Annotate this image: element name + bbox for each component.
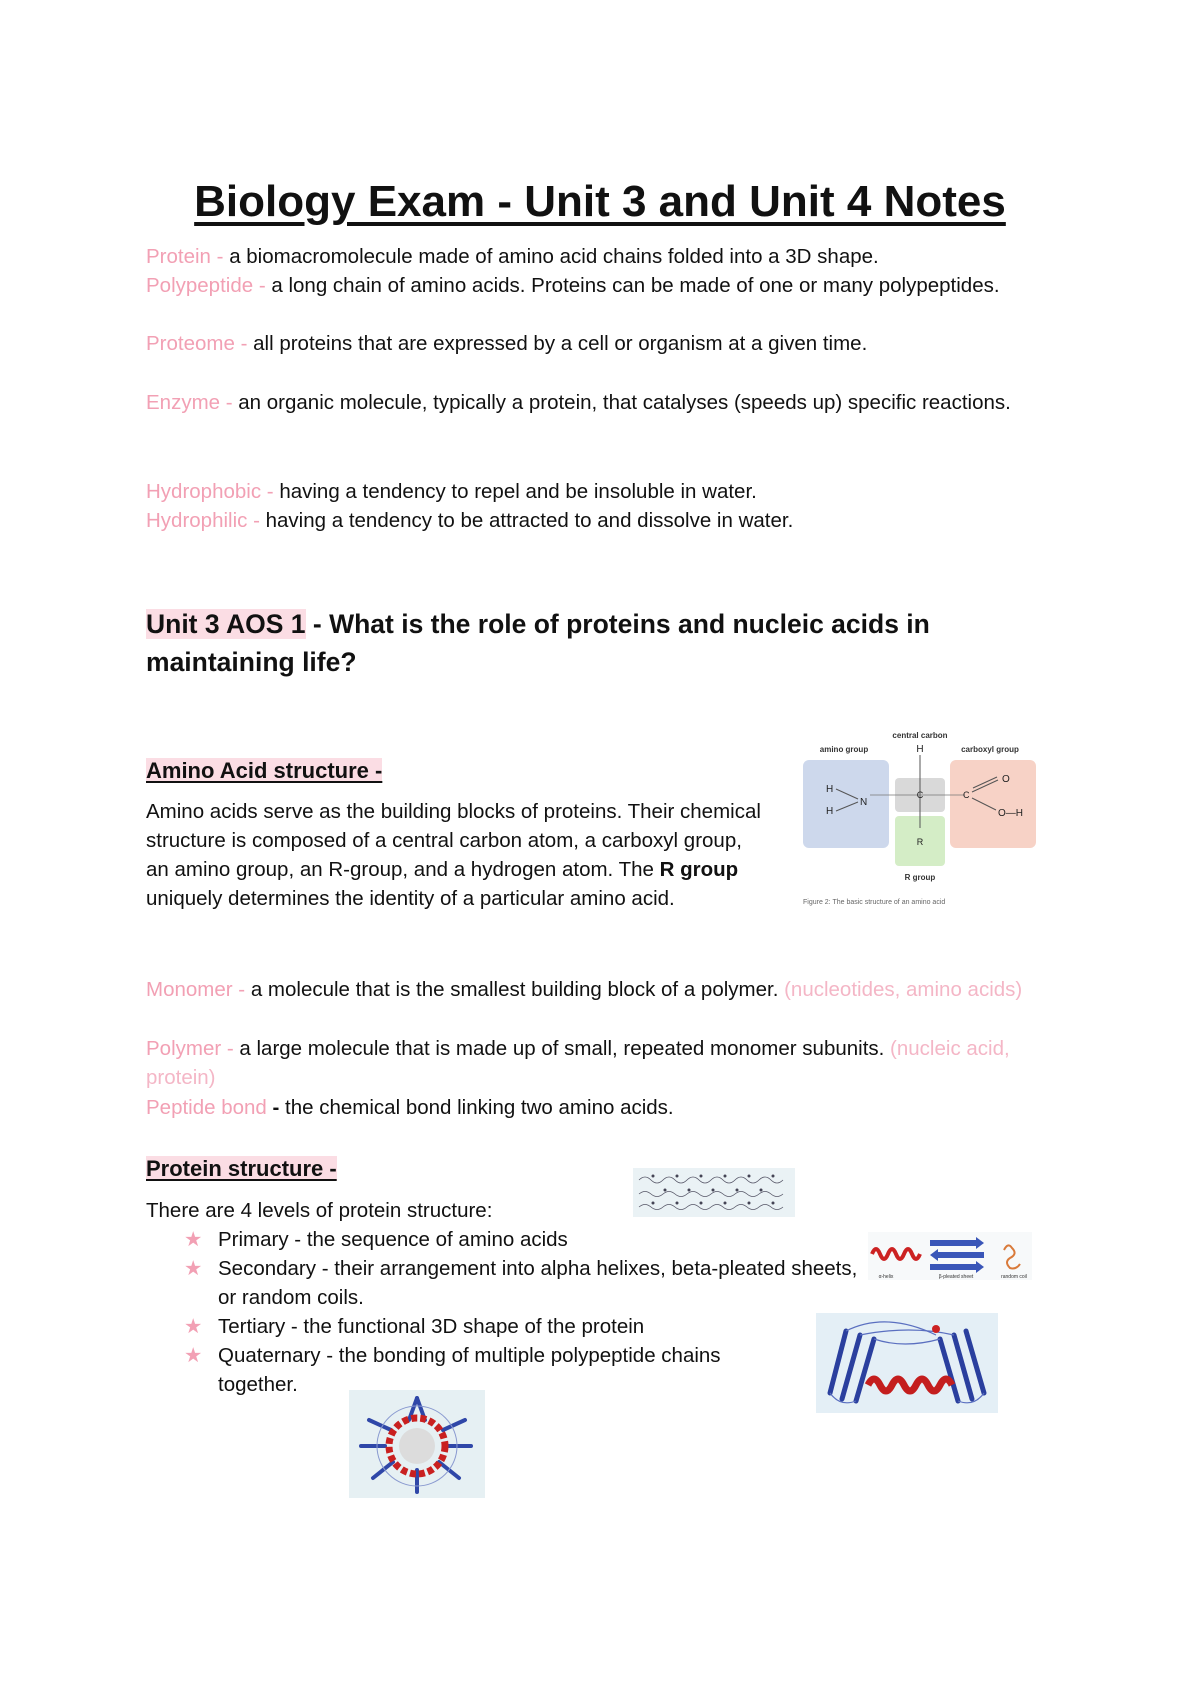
amino-group-label: amino group — [819, 745, 869, 754]
atom-o: O — [1002, 774, 1010, 785]
term-proteome: Proteome — [146, 332, 235, 355]
atom-c-central: C — [916, 790, 924, 800]
quaternary-structure-image — [349, 1390, 485, 1498]
term-polymer: Polymer — [146, 1037, 222, 1060]
definition-monomer: Monomer - a molecule that is the smallest building block of a polymer. (nucleotides, amino acids) — [146, 978, 1023, 1001]
beta-sheet-label: β-pleated sheet — [938, 1274, 974, 1280]
alpha-helix-shape — [872, 1249, 920, 1259]
protein-structure-intro: There are 4 levels of protein structure: — [146, 1199, 493, 1222]
definition-polypeptide: Polypeptide - a long chain of amino acids. Proteins can be made of one or many polypeptides. — [146, 274, 1000, 297]
definition-hydrophilic: Hydrophilic - having a tendency to be attracted to and dissolve in water. — [146, 509, 794, 532]
primary-structure-image — [633, 1168, 795, 1217]
atom-h-amino-2: H — [826, 806, 834, 817]
amino-acid-figure — [800, 728, 1040, 908]
figure-caption: Figure 2: The basic structure of an amino acid — [803, 899, 946, 906]
atom-n: N — [860, 797, 868, 808]
star-bullet-icon: ★ — [184, 1315, 203, 1338]
star-bullet-icon: ★ — [184, 1344, 203, 1367]
definition-polymer: Polymer - a large molecule that is made up of small, repeated monomer subunits. (nucleic acid, protein) — [146, 1037, 1010, 1089]
random-coil-label: random coil — [1001, 1274, 1027, 1280]
atom-c-carboxyl: C — [963, 790, 970, 800]
term-polypeptide: Polypeptide — [146, 274, 254, 297]
amino-acid-sequence-drawing — [633, 1168, 795, 1217]
carboxyl-group-box — [950, 760, 1036, 848]
atom-h-amino-1: H — [826, 784, 834, 795]
definition-hydrophobic: Hydrophobic - having a tendency to repel and be insoluble in water. — [146, 480, 757, 503]
aos-heading: Unit 3 AOS 1 - What is the role of proteins and nucleic acids in maintaining life? — [146, 609, 930, 677]
level-secondary: ★ Secondary - their arrangement into alpha helixes, beta-pleated sheets, or random coils. — [180, 1254, 858, 1312]
atom-r: R — [916, 837, 924, 847]
beta-sheet-shape — [930, 1237, 984, 1273]
tertiary-structure-image — [816, 1313, 998, 1413]
term-protein: Protein — [146, 245, 211, 268]
amino-acid-heading: Amino Acid structure - — [146, 758, 383, 783]
definition-protein: Protein - a biomacromolecule made of amino acid chains folded into a 3D shape. — [146, 245, 879, 268]
central-carbon-label: central carbon — [892, 731, 948, 740]
monomer-examples: (nucleotides, amino acids) — [778, 978, 1023, 1001]
alpha-helix-label: α-helix — [878, 1274, 894, 1280]
term-peptide-bond: Peptide bond — [146, 1096, 267, 1119]
level-primary: ★ Primary - the sequence of amino acids — [180, 1225, 840, 1254]
random-coil-shape — [1004, 1245, 1020, 1268]
atom-h-top: H — [916, 744, 924, 755]
definition-peptide-bond: Peptide bond - the chemical bond linking two amino acids. — [146, 1096, 674, 1119]
protein-levels-list — [180, 1225, 858, 1399]
star-bullet-icon: ★ — [184, 1257, 203, 1280]
level-quaternary: ★ Quaternary - the bonding of multiple polypeptide chains together. — [180, 1341, 798, 1399]
amino-acid-diagram — [800, 728, 1040, 908]
level-tertiary: ★ Tertiary - the functional 3D shape of the protein — [180, 1312, 840, 1341]
definition-proteome: Proteome - all proteins that are expressed by a cell or organism at a given time. — [146, 332, 868, 355]
polymer-examples: (nucleic acid, protein) — [146, 1037, 1010, 1089]
r-group-bold: R group — [659, 858, 739, 881]
r-group-label: R group — [904, 873, 936, 882]
protein-structure-heading: Protein structure - — [146, 1156, 337, 1181]
tertiary-structure-drawing — [816, 1313, 998, 1413]
document-title: Biology Exam - Unit 3 and Unit 4 Notes — [194, 177, 1006, 227]
secondary-structure-image — [868, 1232, 1032, 1280]
amino-group-box — [803, 760, 889, 848]
star-bullet-icon: ★ — [184, 1228, 203, 1251]
term-enzyme: Enzyme — [146, 391, 221, 414]
aos-highlight: Unit 3 AOS 1 — [146, 609, 306, 639]
term-monomer: Monomer — [146, 978, 233, 1001]
amino-acid-paragraph: Amino acids serve as the building blocks of proteins. Their chemical structure is composed of a central carbon atom, a carboxyl group, an amino group, an R-group, and a hydrogen atom. The R group uniquely determines the identity of a particular amino acid. — [146, 800, 761, 910]
atom-oh: O—H — [998, 808, 1023, 819]
carboxyl-group-label: carboxyl group — [961, 745, 1019, 754]
quaternary-structure-drawing — [349, 1390, 485, 1498]
definition-enzyme: Enzyme - an organic molecule, typically a protein, that catalyses (speeds up) specific reactions. — [146, 391, 1011, 414]
secondary-structure-drawing — [868, 1232, 1032, 1280]
term-hydrophilic: Hydrophilic — [146, 509, 248, 532]
term-hydrophobic: Hydrophobic — [146, 480, 262, 503]
